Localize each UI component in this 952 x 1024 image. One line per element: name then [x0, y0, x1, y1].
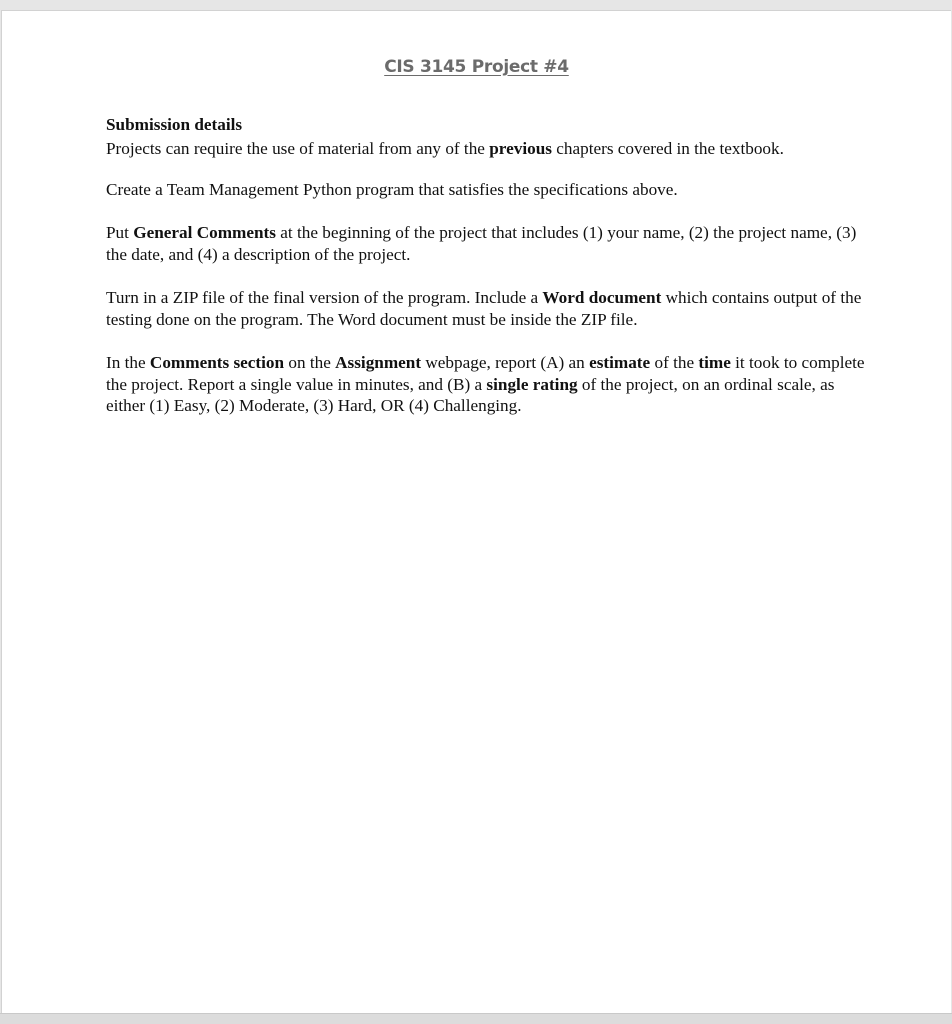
text-run: Create a Team Management Python program that satisfies the specifications above. — [106, 180, 678, 199]
text-run: of the — [650, 353, 699, 372]
bold-run: General Comments — [133, 223, 276, 242]
text-run: which contains output of the testing done on the program. The Word document must be inside the ZIP file. — [106, 288, 862, 329]
page-title — [2, 55, 951, 79]
paragraph-comments-report — [106, 352, 866, 417]
bold-run: previous — [489, 139, 552, 158]
text-run: Projects can require the use of material from any of the — [106, 139, 490, 158]
text-run: chapters covered in the textbook. — [551, 139, 784, 158]
text-run: on the — [284, 353, 336, 372]
text-run: at the beginning of the project that includes (1) your name, (2) the project name, (3) the date, and (4) a description of the project. — [106, 223, 857, 264]
paragraph-general-comments — [106, 222, 866, 265]
text-run: webpage, report (A) an — [421, 353, 590, 372]
bold-run: Comments section — [149, 353, 285, 372]
paragraph-task — [106, 179, 866, 201]
section-heading: Submission details — [106, 115, 243, 134]
paragraph-zip-submission — [106, 287, 866, 330]
bold-run: time — [698, 353, 731, 372]
bold-run: Assignment — [335, 353, 422, 372]
document-page — [1, 10, 951, 1013]
text-run: In the — [106, 353, 150, 372]
horizontal-scrollbar[interactable] — [0, 1013, 952, 1024]
text-run: of the project, on an ordinal scale, as either (1) Easy, (2) Moderate, (3) Hard, OR (4) Challenging. — [106, 374, 835, 415]
paragraph-prerequisites — [106, 138, 866, 160]
bold-run: Word document — [542, 288, 662, 307]
text-run: Put — [106, 223, 134, 242]
text-run: Turn in a ZIP file of the final version of the program. Include a — [106, 288, 543, 307]
text-run: it took to complete the project. Report a single value in minutes, and (B) a — [106, 353, 865, 394]
bold-run: estimate — [589, 353, 651, 372]
title-text: CIS 3145 Project #4 — [384, 57, 569, 77]
bold-run: single rating — [486, 374, 578, 394]
